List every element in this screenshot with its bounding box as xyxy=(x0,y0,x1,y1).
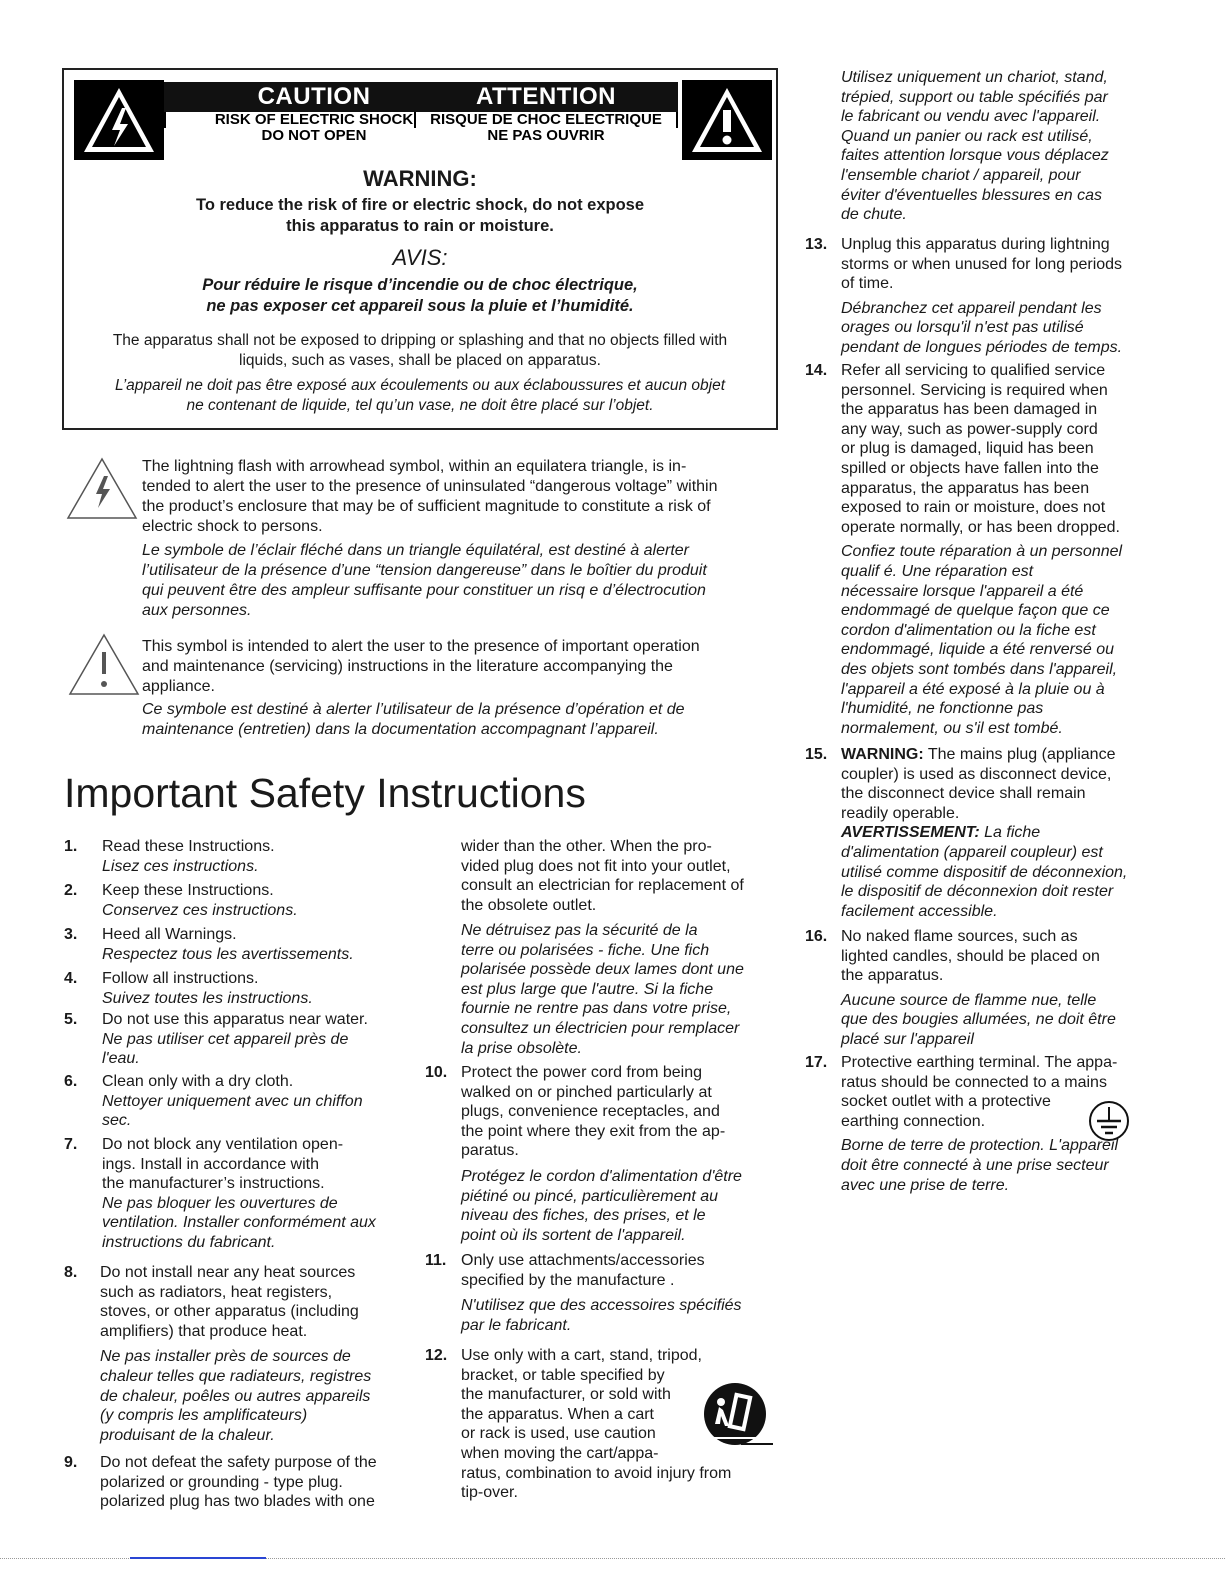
item-en-line: Follow all instructions. xyxy=(102,970,259,987)
attention-title: ATTENTION xyxy=(414,82,678,112)
item-fr-line: qualif é. Une réparation est xyxy=(841,562,1034,580)
item-fr-line: ventilation. Installer conformément aux xyxy=(102,1214,376,1232)
item-fr-line: Utilisez uniquement un chariot, stand, xyxy=(841,69,1108,86)
item-number: 3. xyxy=(64,926,78,943)
list-item-fr xyxy=(805,68,1155,235)
item-fr-line: instructions du fabricant. xyxy=(102,1233,276,1251)
item-fr-line: Ne pas utiliser cet appareil près de xyxy=(102,1030,349,1048)
item-fr-line: N'utilisez que des accessoires spécifiés xyxy=(461,1297,742,1315)
item-fr-line: l'humidité, ne fonctionne pas xyxy=(841,700,1044,718)
note-line: The apparatus shall not be exposed to dripping or splashing and that no objects filled with xyxy=(112,332,728,349)
item-fr-line: l'ensemble chariot / appareil, pour xyxy=(841,166,1081,184)
item-en-line: ings. Install in accordance with xyxy=(102,1155,319,1173)
item-en-line: No naked flame sources, such as xyxy=(841,928,1078,945)
item-en-line: paratus. xyxy=(461,1142,519,1160)
item-fr-line: Conservez ces instructions. xyxy=(102,901,298,919)
item-en-line: Unplug this apparatus during lightning xyxy=(841,236,1110,253)
exclamation-description xyxy=(142,637,782,740)
item-en-line: Heed all Warnings. xyxy=(102,926,237,943)
avis-title: AVIS: xyxy=(392,245,448,270)
item-en-line: spilled or objects have fallen into the xyxy=(841,459,1099,477)
item-fr-line: de chaleur, poêles ou autres appareils xyxy=(100,1387,371,1405)
caution-sub-line: RISK OF ELECTRIC SHOCK xyxy=(214,111,414,128)
item-en-line: Do not use this apparatus near water. xyxy=(102,1011,368,1028)
item-en-line: the point where they exit from the ap- xyxy=(461,1122,726,1140)
item-en-line: the apparatus. xyxy=(841,967,944,985)
warning-line: To reduce the risk of fire or electric shock, do not expose xyxy=(195,196,645,214)
item-fr-line: consultez un électricien pour remplacer xyxy=(461,1019,740,1037)
item-number: 4. xyxy=(64,970,78,987)
list-item xyxy=(64,925,414,969)
item-en-line: polarized plug has two blades with one xyxy=(100,1493,375,1511)
item-fr-line: (y compris les amplificateurs) xyxy=(100,1407,308,1425)
cart-tipover-icon xyxy=(701,1380,775,1458)
item-en-line: the apparatus. When a cart xyxy=(461,1405,654,1423)
item-en-line: Clean only with a dry cloth. xyxy=(102,1073,294,1090)
item-fr-line: Borne de terre de protection. L'appareil xyxy=(841,1137,1119,1155)
item-fr-line: le dispositif de déconnexion doit rester xyxy=(841,883,1114,901)
list-item xyxy=(64,881,414,925)
attention-subtitle xyxy=(416,112,676,144)
item-en-line: Do not install near any heat sources xyxy=(100,1264,356,1281)
lightning-fr-line: qui peuvent être des ampleur suffisante pour constituer un risq e d’électrocution xyxy=(142,582,706,599)
lightning-fr-line: Le symbole de l’éclair fléché dans un triangle équilatéral, est destiné à alerter xyxy=(142,542,689,559)
item-number: 16. xyxy=(805,928,828,945)
item-en-line: exposed to rain or moisture, does not xyxy=(841,499,1106,517)
item-fr-line: normalement, ou s'il est tombé. xyxy=(841,719,1063,737)
warning-title: WARNING: xyxy=(363,166,477,191)
item-fr-line: par le fabricant. xyxy=(461,1316,572,1334)
lightning-en-line: electric shock to persons. xyxy=(142,518,323,535)
list-item-fr xyxy=(425,921,785,1063)
item-en-line: coupler) is used as disconnect device, xyxy=(841,765,1112,783)
item-en-line: specified by the manufacture . xyxy=(461,1271,675,1289)
avis-line: Pour réduire le risque d’incendie ou de choc électrique, xyxy=(202,276,638,294)
item-fr-line: est plus large que l'autre. Si la fiche xyxy=(461,980,714,998)
item-fr-line: placé sur l'appareil xyxy=(841,1030,974,1048)
item-number: 2. xyxy=(64,882,78,899)
item-en-line: apparatus, the apparatus has been xyxy=(841,479,1090,497)
item-fr-line: chaleur telles que radiateurs, registres xyxy=(100,1367,372,1385)
list-item xyxy=(425,1063,785,1251)
item-fr-line: des objets sont tombés dans l'appareil, xyxy=(841,660,1118,678)
item-en-line: or rack is used, use caution xyxy=(461,1425,656,1443)
item-fr-line: Aucune source de flamme nue, telle xyxy=(841,991,1097,1009)
item-fr-line: Lisez ces instructions. xyxy=(102,857,259,875)
item-en-line: Use only with a cart, stand, tripod, xyxy=(461,1347,702,1364)
note-fr-line: L’appareil ne doit pas être exposé aux écoulements ou aux éclaboussures et aucun objet xyxy=(114,377,726,394)
item-number: 15. xyxy=(805,746,828,763)
lightning-en-line: The lightning flash with arrowhead symbol, within an equilatera triangle, is in- xyxy=(142,458,687,475)
item-en-line: socket outlet with a protective xyxy=(841,1093,1051,1111)
item-number: 13. xyxy=(805,236,828,253)
exclamation-warning-icon xyxy=(682,80,772,160)
item-en-line: Read these Instructions. xyxy=(102,838,275,855)
item-en-line: of time. xyxy=(841,275,894,293)
item-number: 12. xyxy=(425,1347,448,1364)
item-en-line: when moving the cart/appa- xyxy=(461,1444,659,1462)
instructions-column-1 xyxy=(64,837,414,1517)
lightning-en-line: the product’s enclosure that may be of sufficient magnitude to constitute a risk of xyxy=(142,498,711,515)
item-fr-line: orages ou lorsqu'il n'est pas utilisé xyxy=(841,319,1084,337)
attention-sub-line: NE PAS OUVRIR xyxy=(487,127,605,144)
list-item xyxy=(425,1251,785,1346)
item-en-line: Do not block any ventilation open- xyxy=(102,1136,344,1153)
item-number: 8. xyxy=(64,1264,78,1281)
item-number: 14. xyxy=(805,362,828,379)
caution-title: CAUTION xyxy=(164,82,464,112)
item-fr-line: endommagé de quelque façon que ce xyxy=(841,602,1110,620)
item-en-line: Protective earthing terminal. The appa- xyxy=(841,1054,1118,1071)
note-fr-line: ne contenant de liquide, tel qu’un vase, ne doit être placé sur l’objet. xyxy=(186,397,654,414)
item-fr-line: utilisé comme dispositif de déconnexion, xyxy=(841,863,1128,881)
item-fr-line: le fabricant ou vendu avec l'appareil. xyxy=(841,108,1101,126)
item-fr-line: facilement accessible. xyxy=(841,902,998,920)
item-fr-line: que des bougies allumées, ne doit être xyxy=(841,1011,1116,1029)
lightning-en-line: tended to alert the user to the presence of uninsulated “dangerous voltage” within xyxy=(142,478,718,495)
item-number: 6. xyxy=(64,1073,78,1090)
lightning-warning-icon xyxy=(74,80,164,160)
exclaim-fr-line: maintenance (entretien) dans la documentation accompagnant l’appareil. xyxy=(142,721,659,738)
item-en-line: earthing connection. xyxy=(841,1112,986,1130)
item-number: 5. xyxy=(64,1011,78,1028)
list-item xyxy=(805,361,1155,745)
item-fr-line: trépied, support ou table spécifiés par xyxy=(841,88,1108,106)
item-number: 17. xyxy=(805,1054,828,1071)
item-fr-line: Suivez toutes les instructions. xyxy=(102,989,313,1007)
attention-banner xyxy=(414,82,678,144)
item-fr-line: l'eau. xyxy=(102,1050,140,1068)
earth-ground-icon xyxy=(1087,1099,1131,1149)
exclaim-en-line: appliance. xyxy=(142,678,215,695)
note-line: liquids, such as vases, shall be placed on apparatus. xyxy=(239,352,601,369)
item-fr-line: Nettoyer uniquement avec un chiffon xyxy=(102,1092,363,1110)
item-en-line: lighted candles, should be placed on xyxy=(841,947,1100,965)
item-fr-line: cordon d'alimentation ou la fiche est xyxy=(841,621,1096,639)
item-fr-line: doit être connecté à une prise secteur xyxy=(841,1156,1109,1174)
item-number: 7. xyxy=(64,1136,78,1153)
list-item xyxy=(805,927,1155,1053)
item-en-line: the disconnect device shall remain xyxy=(841,785,1086,803)
caution-sub-line: DO NOT OPEN xyxy=(261,127,367,144)
list-item xyxy=(64,1072,414,1135)
item-en-line: the obsolete outlet. xyxy=(461,896,597,914)
item-en-line: Only use attachments/accessories xyxy=(461,1252,705,1269)
item-fr-line: Ne détruisez pas la sécurité de la xyxy=(461,922,698,939)
list-item xyxy=(805,745,1155,927)
item-fr-line: la prise obsolète. xyxy=(461,1039,582,1057)
caution-box xyxy=(62,68,778,430)
item-en-line: personnel. Servicing is required when xyxy=(841,381,1108,399)
item-en-line: plugs, convenience receptacles, and xyxy=(461,1103,720,1121)
item-en-line: the apparatus has been damaged in xyxy=(841,401,1098,419)
item-fr-line: La fiche xyxy=(979,824,1041,842)
instructions-column-3 xyxy=(805,68,1155,1203)
item-en-line: consult an electrician for replacement of xyxy=(461,877,744,895)
item-fr-line: piétiné ou pincé, particulièrement au xyxy=(461,1187,719,1205)
item-fr-line: éviter d'éventuelles blessures en cas xyxy=(841,186,1102,204)
item-fr-line: Ne pas installer près de sources de xyxy=(100,1348,351,1366)
list-item xyxy=(64,1135,414,1263)
lightning-fr-line: l’utilisateur de la présence d’une “tension dangereuse” dans le boîtier du produit xyxy=(142,562,707,579)
item-en-line: stoves, or other apparatus (including xyxy=(100,1303,359,1321)
list-item-continued xyxy=(425,837,785,921)
item-en-line: wider than the other. When the pro- xyxy=(461,838,712,855)
item-en-line: polarized or grounding - type plug. xyxy=(100,1473,343,1491)
warning-line: this apparatus to rain or moisture. xyxy=(286,217,554,235)
list-item xyxy=(64,969,414,1010)
item-en-line: such as radiators, heat registers, xyxy=(100,1283,333,1301)
item-fr-line: fournie ne rentre pas dans votre prise, xyxy=(461,1000,732,1018)
item-fr-line: Protégez le cordon d'alimentation d'être xyxy=(461,1167,742,1185)
item-fr-line: pendant de longues périodes de temps. xyxy=(841,338,1123,356)
item-fr-line: l'appareil a été exposé à la pluie ou à xyxy=(841,680,1105,698)
item-en-line: Protect the power cord from being xyxy=(461,1064,703,1081)
item-en-line: Keep these Instructions. xyxy=(102,882,274,899)
item-en-line: Refer all servicing to qualified service xyxy=(841,362,1106,379)
list-item xyxy=(805,235,1155,361)
lightning-fr-line: aux personnes. xyxy=(142,602,252,619)
item-en-line: tip-over. xyxy=(461,1484,518,1502)
item-fr-line: terre ou polarisées - fiche. Une fich xyxy=(461,941,710,959)
lightning-triangle-icon xyxy=(66,456,138,525)
item-number: 11. xyxy=(425,1252,447,1269)
item-fr-line: endommagé, liquide a été renversé ou xyxy=(841,641,1115,659)
attention-sub-line: RISQUE DE CHOC ELECTRIQUE xyxy=(430,111,662,128)
item-en-line: ratus, combination to avoid injury from xyxy=(461,1464,732,1482)
item-fr-line: polarisée possède deux lames dont une xyxy=(461,961,744,979)
page-accent-rule xyxy=(130,1557,266,1559)
exclaim-en-line: and maintenance (servicing) instructions in the literature accompanying the xyxy=(142,658,673,675)
item-fr-line: niveau des fiches, des prises, et le xyxy=(461,1207,706,1225)
item-number: 1. xyxy=(64,838,78,855)
item-en-line: or plug is damaged, liquid has been xyxy=(841,440,1094,458)
page-title: Important Safety Instructions xyxy=(64,770,586,816)
item-fr-line: avec une prise de terre. xyxy=(841,1176,1010,1194)
lightning-description xyxy=(142,457,782,621)
item-en-line: the manufacturer’s instructions. xyxy=(102,1175,325,1193)
item-fr-line: Respectez tous les avertissements. xyxy=(102,945,354,963)
item-en-line: operate normally, or has been dropped. xyxy=(841,518,1120,536)
item-en-line: storms or when unused for long periods xyxy=(841,255,1123,273)
item-en-line: readily operable. xyxy=(841,804,960,822)
item-fr-line: Débranchez cet appareil pendant les xyxy=(841,299,1102,317)
item-en-line: vided plug does not fit into your outlet, xyxy=(461,857,731,875)
item-en-line: walked on or pinched particularly at xyxy=(461,1083,712,1101)
item-en-line: Do not defeat the safety purpose of the xyxy=(100,1454,377,1471)
exclaim-fr-line: Ce symbole est destiné à alerter l’utilisateur de la présence d’opération et de xyxy=(142,701,685,718)
item-number: 10. xyxy=(425,1064,448,1081)
item-fr-line: produisant de la chaleur. xyxy=(100,1426,275,1444)
list-item xyxy=(425,1346,785,1516)
item-fr-line: sec. xyxy=(102,1112,132,1130)
item-en-line: bracket, or table specified by xyxy=(461,1366,665,1384)
item-fr-line: faites attention lorsque vous déplacez xyxy=(841,147,1109,165)
item-en-line: the manufacturer, or sold with xyxy=(461,1386,671,1404)
item-fr-line: Quand un panier ou rack est utilisé, xyxy=(841,127,1093,145)
item-fr-line: de chute. xyxy=(841,206,907,224)
list-item xyxy=(64,837,414,881)
item-fr-line: Ne pas bloquer les ouvertures de xyxy=(102,1194,338,1212)
list-item xyxy=(805,1053,1155,1203)
item-en-line: amplifiers) that produce heat. xyxy=(100,1322,308,1340)
list-item xyxy=(64,1010,414,1072)
item-en-line: The mains plug (appliance xyxy=(923,746,1116,763)
item-fr-line: Confiez toute réparation à un personnel xyxy=(841,543,1123,561)
list-item xyxy=(64,1263,414,1453)
item-en-line: any way, such as power-supply cord xyxy=(841,420,1098,438)
exclaim-en-line: This symbol is intended to alert the user to the presence of important operation xyxy=(142,638,700,655)
item-fr-line: point où ils sortent de l'appareil. xyxy=(461,1226,686,1244)
list-item xyxy=(64,1453,414,1517)
warning-label: WARNING: xyxy=(841,746,924,763)
avertissement-label: AVERTISSEMENT: xyxy=(841,824,980,842)
item-en-line: ratus should be connected to a mains xyxy=(841,1073,1107,1091)
avis-line: ne pas exposer cet appareil sous la pluie et l’humidité. xyxy=(206,297,634,315)
item-fr-line: nécessaire lorsque l'appareil a été xyxy=(841,582,1084,600)
item-fr-line: d'alimentation (appareil coupleur) est xyxy=(841,843,1103,861)
exclamation-triangle-icon xyxy=(68,632,140,701)
instructions-column-2 xyxy=(425,837,785,1516)
item-number: 9. xyxy=(64,1454,78,1471)
